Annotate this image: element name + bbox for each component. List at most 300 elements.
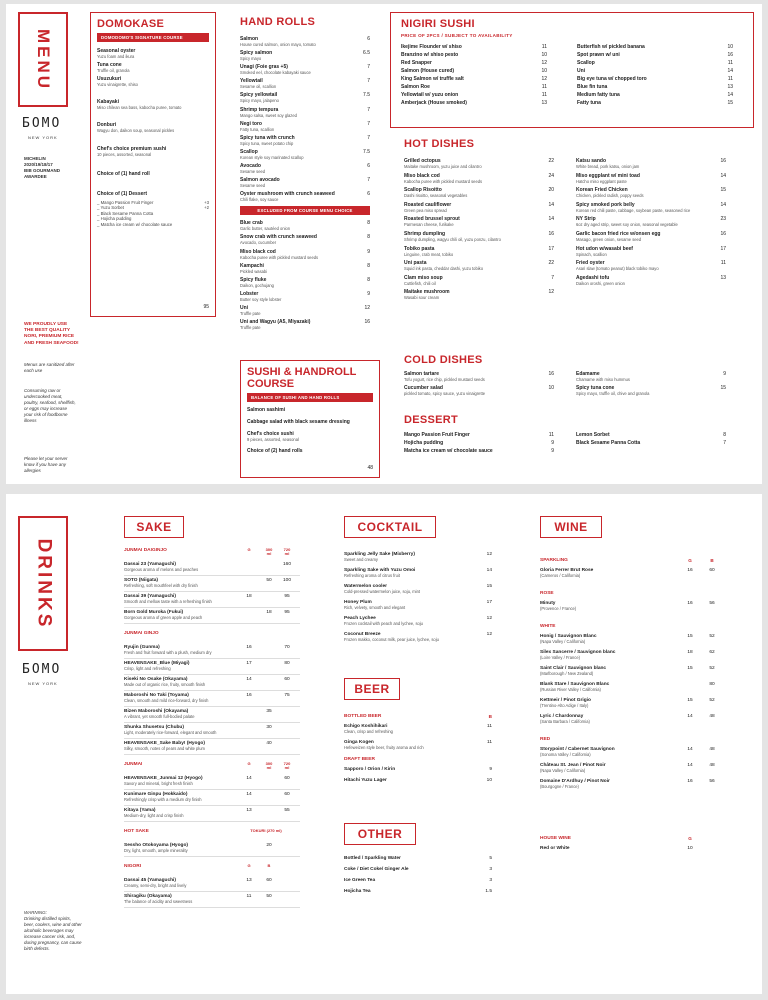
sake-price: 14 bbox=[246, 776, 252, 781]
sake-item-desc: The balance of acidity and sweetness bbox=[124, 899, 193, 904]
sake-item bbox=[124, 808, 300, 818]
wine-item-region: (Napa Valley / California) bbox=[540, 768, 586, 773]
other-item-price: 5 bbox=[489, 856, 492, 861]
hot-dish-item-price: 23 bbox=[720, 216, 726, 223]
divider bbox=[124, 591, 300, 592]
hot-dish-item-price: 17 bbox=[548, 245, 554, 252]
cocktail-item-name: Sparkling Sake with Yuzu Omoi bbox=[344, 568, 416, 573]
wine-price: 18 bbox=[687, 650, 693, 655]
domo-logo: ƂOMO bbox=[22, 116, 62, 131]
sake-item bbox=[124, 725, 300, 735]
hot-dish-item-desc: Wasabi sour cream bbox=[404, 295, 440, 301]
sushi-course-bar: BALANCE OF SUSHI AND HAND ROLLS bbox=[247, 393, 373, 402]
hot-dish-item-desc: Kabocha puree with pickled mustard seeds bbox=[404, 178, 483, 184]
sake-section bbox=[124, 548, 300, 910]
handroll-item bbox=[240, 191, 370, 202]
handroll-item-name: Spicy tuna with crunch bbox=[240, 134, 295, 141]
wine-item-region: (Bourgogne / France) bbox=[540, 784, 579, 789]
dessert-item bbox=[576, 432, 726, 438]
cocktail-item-name: Peach Lychee bbox=[344, 616, 376, 621]
divider bbox=[124, 623, 300, 624]
wine-item-name: Lyric / Chardonnay bbox=[540, 714, 584, 719]
beer-item bbox=[344, 740, 492, 753]
hot-dish-item bbox=[576, 173, 726, 184]
cocktail-item bbox=[344, 568, 492, 581]
wine-item bbox=[540, 714, 720, 727]
sake-category bbox=[124, 762, 300, 772]
other-item bbox=[344, 878, 492, 886]
handroll-item-name: Kampachi bbox=[240, 262, 264, 269]
nigiri-item-price: 12 bbox=[541, 60, 547, 66]
domokase-item: Choice of (1) Dessert bbox=[97, 190, 148, 197]
cold-dish-item bbox=[404, 385, 554, 396]
menu-title-box bbox=[18, 12, 68, 107]
other-item-name: Bottled / Sparkling Water bbox=[344, 856, 401, 861]
hot-dish-item-desc: Dashi risoitto, seasonal vegetables bbox=[404, 193, 468, 199]
handroll-item-price: 8 bbox=[367, 276, 370, 283]
food-menu-page bbox=[6, 4, 762, 484]
wine-item bbox=[540, 666, 720, 679]
cocktail-item-name: Watermelon cooler bbox=[344, 584, 388, 589]
sake-item bbox=[124, 677, 300, 687]
handroll-item-name: Negi toro bbox=[240, 120, 262, 127]
handroll-item-price: 7.5 bbox=[363, 92, 370, 99]
handroll-item bbox=[240, 50, 370, 61]
cocktail-item bbox=[344, 600, 492, 613]
drinks-title: DRINKS bbox=[33, 538, 54, 629]
cold-dish-item-desc: pickled tomato, spicy sauce, yuzu vinaigrette bbox=[404, 391, 486, 397]
beer-category: DRAFT BEER bbox=[344, 757, 375, 762]
drinks-title-box bbox=[18, 516, 68, 651]
divider bbox=[124, 658, 300, 659]
beer-item-price: 10 bbox=[486, 778, 492, 783]
divider bbox=[124, 856, 300, 857]
beer-item-desc: Clean, crisp and refreshing bbox=[344, 729, 393, 734]
handroll-item-desc: Mango salsa, sweet soy glazed bbox=[240, 112, 297, 118]
handroll-item-price: 7 bbox=[367, 106, 370, 113]
sushi-course-title: SUSHI & HANDROLL COURSE bbox=[247, 366, 357, 391]
hot-dish-item-name: Uni pasta bbox=[404, 260, 427, 267]
sake-column-header: 300 ml bbox=[265, 761, 273, 771]
sake-item bbox=[124, 776, 300, 786]
hot-dish-item-name: Maitake mushroom bbox=[404, 289, 450, 296]
wine-price: 15 bbox=[687, 666, 693, 671]
divider bbox=[124, 754, 300, 755]
handroll-item-name: Spicy fluke bbox=[240, 276, 267, 283]
wine-item bbox=[540, 601, 720, 614]
cold-dish-item bbox=[576, 371, 726, 382]
quality-note: WE PROUDLY USE THE BEST QUALITY NORI, PREMIUM RICE AND FRESH SEAFOOD! bbox=[24, 322, 79, 346]
hot-dish-item bbox=[404, 216, 554, 227]
cold-dish-item-price: 16 bbox=[548, 371, 554, 377]
sake-price: 55 bbox=[284, 808, 290, 813]
cocktail-header: COCKTAIL bbox=[344, 516, 436, 538]
handroll-item-price: 6 bbox=[367, 36, 370, 42]
nigiri-item bbox=[401, 100, 547, 106]
sake-item-desc: Refreshingly crisp with a medium dry finish bbox=[124, 797, 202, 802]
wine-price: 16 bbox=[687, 779, 693, 784]
domokase-price: 95 bbox=[203, 304, 209, 310]
handroll-item-name: Oyster mushroom with crunch seaweed bbox=[240, 191, 335, 198]
handroll-item-name: Snow crab with crunch seaweed bbox=[240, 234, 317, 241]
wine-item-name: Honig / Sauvignon Blanc bbox=[540, 634, 597, 639]
sushi-handroll-course-section bbox=[240, 360, 380, 478]
nigiri-item-price: 11 bbox=[541, 44, 547, 50]
sake-item-name: Kitaya (Yama) bbox=[124, 808, 156, 813]
nigiri-item-name: Amberjack (House smoked) bbox=[401, 100, 467, 106]
sake-item bbox=[124, 878, 300, 888]
domokase-item: Usuzukuri Yuzu vinaigrette, shiso bbox=[97, 76, 138, 88]
handroll-item bbox=[240, 220, 370, 231]
handroll-item-price: 8 bbox=[367, 220, 370, 227]
wine-category-name: HOUSE WINE bbox=[540, 836, 571, 841]
sake-item-desc: Gorgeous aroma of green apple and peach bbox=[124, 615, 203, 620]
cocktail-item bbox=[344, 584, 492, 597]
hot-dish-item-desc: Green pea miso spread bbox=[404, 207, 447, 213]
cocktail-item-price: 12 bbox=[486, 632, 492, 637]
hot-dish-item bbox=[404, 275, 554, 286]
nigiri-item-name: Fatty tuna bbox=[577, 100, 601, 106]
hot-dish-item-price: 15 bbox=[720, 187, 726, 194]
cold-dish-item-desc: Chamame with miso hummus bbox=[576, 377, 630, 382]
cold-dish-item-desc: Spicy mayo, truffle oil, chive and granola bbox=[576, 391, 650, 397]
alcohol-warning: WARNING: Drinking distilled spirits, beer, coolers, wine and other alcoholic beverages may increase cancer risk, and, during pregnancy, can cause birth defects. bbox=[24, 910, 82, 952]
other-item bbox=[344, 889, 492, 897]
wine-item bbox=[540, 698, 720, 711]
wine-price: 80 bbox=[709, 682, 715, 687]
handroll-item-desc: Chili flake, soy sauce bbox=[240, 197, 279, 203]
other-item-name: Hojicha Tea bbox=[344, 889, 371, 894]
dessert-item-name: Mango Passion Fruit Finger bbox=[404, 432, 470, 438]
cocktail-item-name: Coconut Breeze bbox=[344, 632, 381, 637]
wine-item-region: (Santa Barbara / California) bbox=[540, 719, 590, 724]
cold-dish-item-price: 10 bbox=[548, 385, 554, 392]
handroll-item-name: Scallop bbox=[240, 148, 258, 155]
sake-item-name: SOTO (Niigata) bbox=[124, 578, 159, 583]
beer-item-name: Echigo Koshihikari bbox=[344, 724, 388, 729]
handroll-item-desc: Korean style soy marinated scallop bbox=[240, 154, 304, 160]
wine-section bbox=[540, 558, 720, 862]
sake-item-name: Kiseki No Osake (Okayama) bbox=[124, 677, 188, 682]
sake-item-desc: A vibrant, yet smooth full-bodied palate bbox=[124, 714, 195, 719]
hot-dish-item-price: 22 bbox=[548, 260, 554, 267]
cocktail-item-name: Sparkling Jelly Sake (Mixberry) bbox=[344, 552, 415, 557]
handrolls-section bbox=[240, 16, 370, 333]
sake-price: 17 bbox=[246, 661, 252, 666]
sake-item-desc: Light, moderately rice-forward, elegant and smooth bbox=[124, 730, 217, 735]
divider bbox=[124, 907, 300, 908]
handroll-item-price: 9 bbox=[367, 290, 370, 297]
hot-dish-item-desc: Maitake mushroom, yuzu juice and cilantro bbox=[404, 164, 482, 169]
sake-item-name: Sessho Otokoyama (Hyogo) bbox=[124, 843, 188, 848]
sake-item bbox=[124, 741, 300, 751]
sake-price: 13 bbox=[246, 878, 252, 883]
hot-dish-item-desc: Daikon oroshi, green onion bbox=[576, 280, 625, 286]
hot-dish-item-price: 14 bbox=[720, 172, 726, 179]
cocktail-item-price: 12 bbox=[486, 552, 492, 557]
dessert-item-name: Hojicha pudding bbox=[404, 440, 444, 446]
sake-price: 60 bbox=[284, 792, 290, 797]
dessert-item bbox=[404, 432, 554, 438]
handroll-item-name: Blue crab bbox=[240, 220, 263, 227]
hot-dish-item-desc: Korean red chili paste, cabbage, soybean paste, seasoned rice bbox=[576, 207, 691, 213]
drinks-menu-page bbox=[6, 494, 762, 994]
handroll-item bbox=[240, 64, 370, 75]
handroll-item-price: 9 bbox=[367, 248, 370, 255]
nigiri-item bbox=[577, 92, 733, 98]
hot-dish-item bbox=[576, 260, 726, 271]
hot-dish-item bbox=[404, 173, 554, 184]
handroll-item-desc: Sesame seed bbox=[240, 168, 266, 174]
nigiri-item bbox=[577, 60, 733, 66]
hot-dish-item bbox=[576, 202, 726, 213]
nigiri-item-price: 10 bbox=[541, 68, 547, 74]
nigiri-item-price: 14 bbox=[727, 92, 733, 98]
wine-item bbox=[540, 779, 720, 792]
hot-dish-item bbox=[576, 216, 726, 227]
beer-item-name: Hitachi Yuzu Lager bbox=[344, 778, 387, 783]
handroll-item bbox=[240, 121, 370, 132]
sake-item bbox=[124, 661, 300, 671]
nigiri-item bbox=[401, 76, 547, 82]
hot-dish-item bbox=[404, 260, 554, 271]
wine-item-region: (Trentino-Alto Adige / Italy) bbox=[540, 703, 589, 708]
wine-item-region: (Napa Valley / California) bbox=[540, 639, 586, 644]
hot-dish-item bbox=[404, 202, 554, 213]
cold-dishes-section bbox=[404, 354, 754, 397]
handroll-item bbox=[240, 163, 370, 174]
handroll-item-desc: Truffle pate bbox=[240, 325, 261, 331]
sake-column-header: G bbox=[247, 761, 251, 766]
hot-dish-item-name: NY Strip bbox=[576, 216, 596, 223]
dessert-item bbox=[404, 448, 554, 454]
sake-price: 60 bbox=[284, 677, 290, 682]
handroll-item-price: 16 bbox=[364, 319, 370, 326]
cold-dish-item-price: 9 bbox=[723, 371, 726, 377]
hot-dish-item-name: Fried oyster bbox=[576, 260, 605, 267]
nigiri-item-name: King Salmon w/ truffle salt bbox=[401, 76, 464, 82]
sake-item-desc: Refreshing, soft mouthfeel with dry finish bbox=[124, 583, 198, 588]
wine-price: 14 bbox=[687, 763, 693, 768]
handroll-item-desc: Garlic butter, sautéed onion bbox=[240, 226, 291, 232]
sake-column-header: TOKURI (270 ml) bbox=[250, 828, 282, 833]
hot-dish-item-desc: Parmesan cheese, furikake bbox=[404, 222, 454, 228]
beer-header: BEER bbox=[344, 678, 400, 700]
handroll-item-name: Salmon avocado bbox=[240, 177, 280, 184]
wine-item-name: Red or White bbox=[540, 846, 570, 851]
sake-item-desc: Made out of organic rice, fruity, smooth finish bbox=[124, 682, 206, 687]
hot-dish-item-price: 22 bbox=[548, 158, 554, 164]
nigiri-item-price: 13 bbox=[541, 100, 547, 106]
beer-section bbox=[344, 714, 492, 789]
sake-price: 13 bbox=[246, 808, 252, 813]
beer-item bbox=[344, 767, 492, 775]
handroll-item-desc: Smoked eel, chocolate kabayaki sauce bbox=[240, 70, 311, 76]
wine-price: 16 bbox=[687, 568, 693, 573]
cocktail-item-desc: Sweet and creamy bbox=[344, 557, 378, 562]
handroll-item bbox=[240, 177, 370, 188]
cocktail-item-price: 14 bbox=[486, 568, 492, 573]
wine-price: 14 bbox=[687, 714, 693, 719]
divider bbox=[124, 722, 300, 723]
hot-dish-item bbox=[404, 246, 554, 257]
nigiri-item-name: Scallop bbox=[577, 60, 595, 66]
hot-dishes-title: HOT DISHES bbox=[404, 138, 475, 150]
handroll-item bbox=[240, 291, 370, 302]
handroll-item-price: 8 bbox=[367, 262, 370, 269]
other-item-name: Ice Green Tea bbox=[344, 878, 376, 883]
sake-item bbox=[124, 578, 300, 588]
wine-price: 56 bbox=[709, 779, 715, 784]
michelin-note: MICHELIN 2020/19/18/17 BIB GOURMAND AWARDEE bbox=[24, 156, 60, 180]
handroll-item bbox=[240, 36, 370, 47]
cocktail-item-price: 12 bbox=[486, 616, 492, 621]
wine-price: 10 bbox=[687, 846, 693, 851]
hot-dish-item-name: Agedashi tofu bbox=[576, 274, 610, 281]
sake-item-name: Kunimare Ginpu (Hokkaido) bbox=[124, 792, 188, 797]
handroll-item-name: Unagi (Foie gras +5) bbox=[240, 64, 288, 71]
handroll-item-name: Shrimp tempura bbox=[240, 106, 279, 113]
dessert-item-name: Matcha ice cream w/ chocolate sauce bbox=[404, 448, 493, 454]
dessert-item-name: Black Sesame Panna Cotta bbox=[576, 440, 641, 446]
sake-header: SAKE bbox=[124, 516, 184, 538]
sake-price: 50 bbox=[266, 578, 272, 583]
handrolls-title: HAND ROLLS bbox=[240, 16, 316, 28]
nigiri-item bbox=[401, 68, 547, 74]
nigiri-item-price: 16 bbox=[727, 52, 733, 58]
sake-item-name: Bizen Maboroshi (Okayama) bbox=[124, 709, 189, 714]
hot-dish-item-price: 7 bbox=[551, 274, 554, 281]
wine-item-region: (Sonoma Valley / California) bbox=[540, 752, 591, 757]
sake-item-desc: Savory and mineral, bright fresh finish bbox=[124, 781, 193, 786]
handroll-item-name: Yellowtail bbox=[240, 78, 263, 85]
wine-price: 56 bbox=[709, 601, 715, 606]
cold-dishes-title: COLD DISHES bbox=[404, 354, 483, 366]
wine-item-region: (Provence / France) bbox=[540, 606, 577, 611]
hot-dish-item-name: Shrimp dumpling bbox=[404, 231, 446, 238]
domokase-section bbox=[90, 12, 216, 317]
wine-item bbox=[540, 634, 720, 647]
wine-category bbox=[540, 624, 720, 630]
handroll-item-name: Avocado bbox=[240, 162, 261, 169]
hot-dish-item bbox=[576, 187, 726, 198]
sake-price: 35 bbox=[266, 709, 272, 714]
cocktail-item-desc: Rich, velvety, smooth and elegant bbox=[344, 605, 406, 610]
sake-column-header: 300 ml bbox=[265, 547, 273, 557]
sake-price: 30 bbox=[266, 725, 272, 730]
logo-subtitle: NEW YORK bbox=[28, 135, 58, 140]
dessert-item-price: 8 bbox=[723, 432, 726, 438]
sake-price: 18 bbox=[266, 610, 272, 615]
wine-price: 52 bbox=[709, 698, 715, 703]
nigiri-item-price: 10 bbox=[541, 52, 547, 58]
nigiri-item bbox=[577, 76, 733, 82]
wine-category-name: WHITE bbox=[540, 624, 556, 629]
nigiri-item-price: 15 bbox=[727, 100, 733, 106]
handrolls-excluded-bar: EXCLUDED FROM COURSE MENU CHOICE bbox=[240, 206, 370, 215]
hot-dish-item-name: Korean Fried Chicken bbox=[576, 187, 628, 194]
sake-price: 50 bbox=[266, 894, 272, 899]
nigiri-item bbox=[401, 60, 547, 66]
sake-price: 70 bbox=[284, 645, 290, 650]
wine-item bbox=[540, 763, 720, 776]
hot-dish-item-name: Hot udon w/wasabi beef bbox=[576, 245, 633, 252]
sake-item bbox=[124, 693, 300, 703]
hot-dish-item-name: Roasted cauliflower bbox=[404, 201, 452, 208]
cocktail-item-name: Honey Plum bbox=[344, 600, 372, 605]
sake-category-name: JUNMAI GINJO bbox=[124, 631, 159, 636]
handroll-item-name: Uni and Wagyu (A5, Miyazaki) bbox=[240, 319, 311, 326]
domokase-item: Choice of (1) hand roll bbox=[97, 170, 150, 177]
hot-dish-item bbox=[576, 158, 726, 169]
sake-price: 16 bbox=[246, 645, 252, 650]
nigiri-item bbox=[577, 52, 733, 58]
cocktail-item-desc: Refreshing aroma of citrus fruit bbox=[344, 573, 400, 578]
wine-item bbox=[540, 846, 720, 859]
sake-price: 160 bbox=[282, 562, 291, 567]
nigiri-item-name: Uni bbox=[577, 68, 586, 74]
sake-item-name: HEAVENSAKE_Blue (Miyagi) bbox=[124, 661, 190, 666]
nigiri-item bbox=[577, 84, 733, 90]
sake-category-name: JUNMAI DAIGINJO bbox=[124, 548, 167, 553]
nigiri-item-name: Ikejime Flounder w/ shiso bbox=[401, 44, 462, 50]
divider bbox=[124, 690, 300, 691]
wine-item-name: Kettmeir / Pinot Grigio bbox=[540, 698, 591, 703]
wine-category bbox=[540, 737, 720, 743]
sushi-course-item: Salmon sashimi bbox=[247, 407, 286, 414]
sake-category bbox=[124, 548, 300, 558]
cold-dish-item-name: Edamame bbox=[576, 371, 600, 377]
handroll-item-desc: Spicy tuna, sweet potato chip bbox=[240, 140, 294, 146]
other-item bbox=[344, 856, 492, 864]
sake-category-name: HOT SAKE bbox=[124, 829, 149, 834]
nigiri-item-name: Yellowtail w/ yuzu onion bbox=[401, 92, 459, 98]
wine-category bbox=[540, 836, 720, 842]
handroll-item-name: Spicy yellowtail bbox=[240, 92, 278, 99]
sake-price: 18 bbox=[246, 594, 252, 599]
cocktail-item bbox=[344, 552, 492, 565]
hot-dish-item-desc: Shrimp dumpling, wagyu chili oil, yuzu ponzu, cilantro bbox=[404, 237, 501, 243]
handroll-item-desc: Sesame oil, scallion bbox=[240, 84, 277, 90]
nigiri-item-name: Salmon (House cured) bbox=[401, 68, 455, 74]
hot-dish-item-price: 11 bbox=[720, 260, 726, 267]
cold-dish-item-name: Salmon tartare bbox=[404, 371, 440, 377]
beer-item-price: 11 bbox=[487, 724, 492, 729]
dessert-title: DESSERT bbox=[404, 414, 459, 426]
sushi-course-item: Choice of (2) hand rolls bbox=[247, 448, 303, 455]
wine-category-name: RED bbox=[540, 737, 551, 742]
divider bbox=[124, 674, 300, 675]
divider bbox=[124, 821, 300, 822]
hot-dish-item-desc: White bread, pork katsu, onion jam bbox=[576, 164, 640, 169]
sake-category bbox=[124, 631, 300, 641]
sake-item bbox=[124, 843, 300, 853]
wine-category-name: ROSE bbox=[540, 591, 554, 596]
hot-dish-item-desc: Asari slaw (tomato peanut) black tobiko mayo bbox=[576, 266, 659, 272]
sake-price: 14 bbox=[246, 677, 252, 682]
hot-dish-item-price: 14 bbox=[548, 216, 554, 223]
beer-category bbox=[344, 714, 492, 720]
hot-dishes-section bbox=[404, 138, 754, 301]
nigiri-item-price: 11 bbox=[727, 76, 733, 82]
hot-dish-item-price: 16 bbox=[720, 231, 726, 238]
wine-item-name: Gloria Ferrer Brut Rose bbox=[540, 568, 594, 573]
divider bbox=[124, 607, 300, 608]
wine-header: WINE bbox=[540, 516, 602, 538]
wine-item-name: Storypoint / Cabernet Sauvignon bbox=[540, 747, 615, 752]
dessert-item-price: 9 bbox=[551, 440, 554, 446]
handroll-item-price: 7.5 bbox=[363, 148, 370, 155]
